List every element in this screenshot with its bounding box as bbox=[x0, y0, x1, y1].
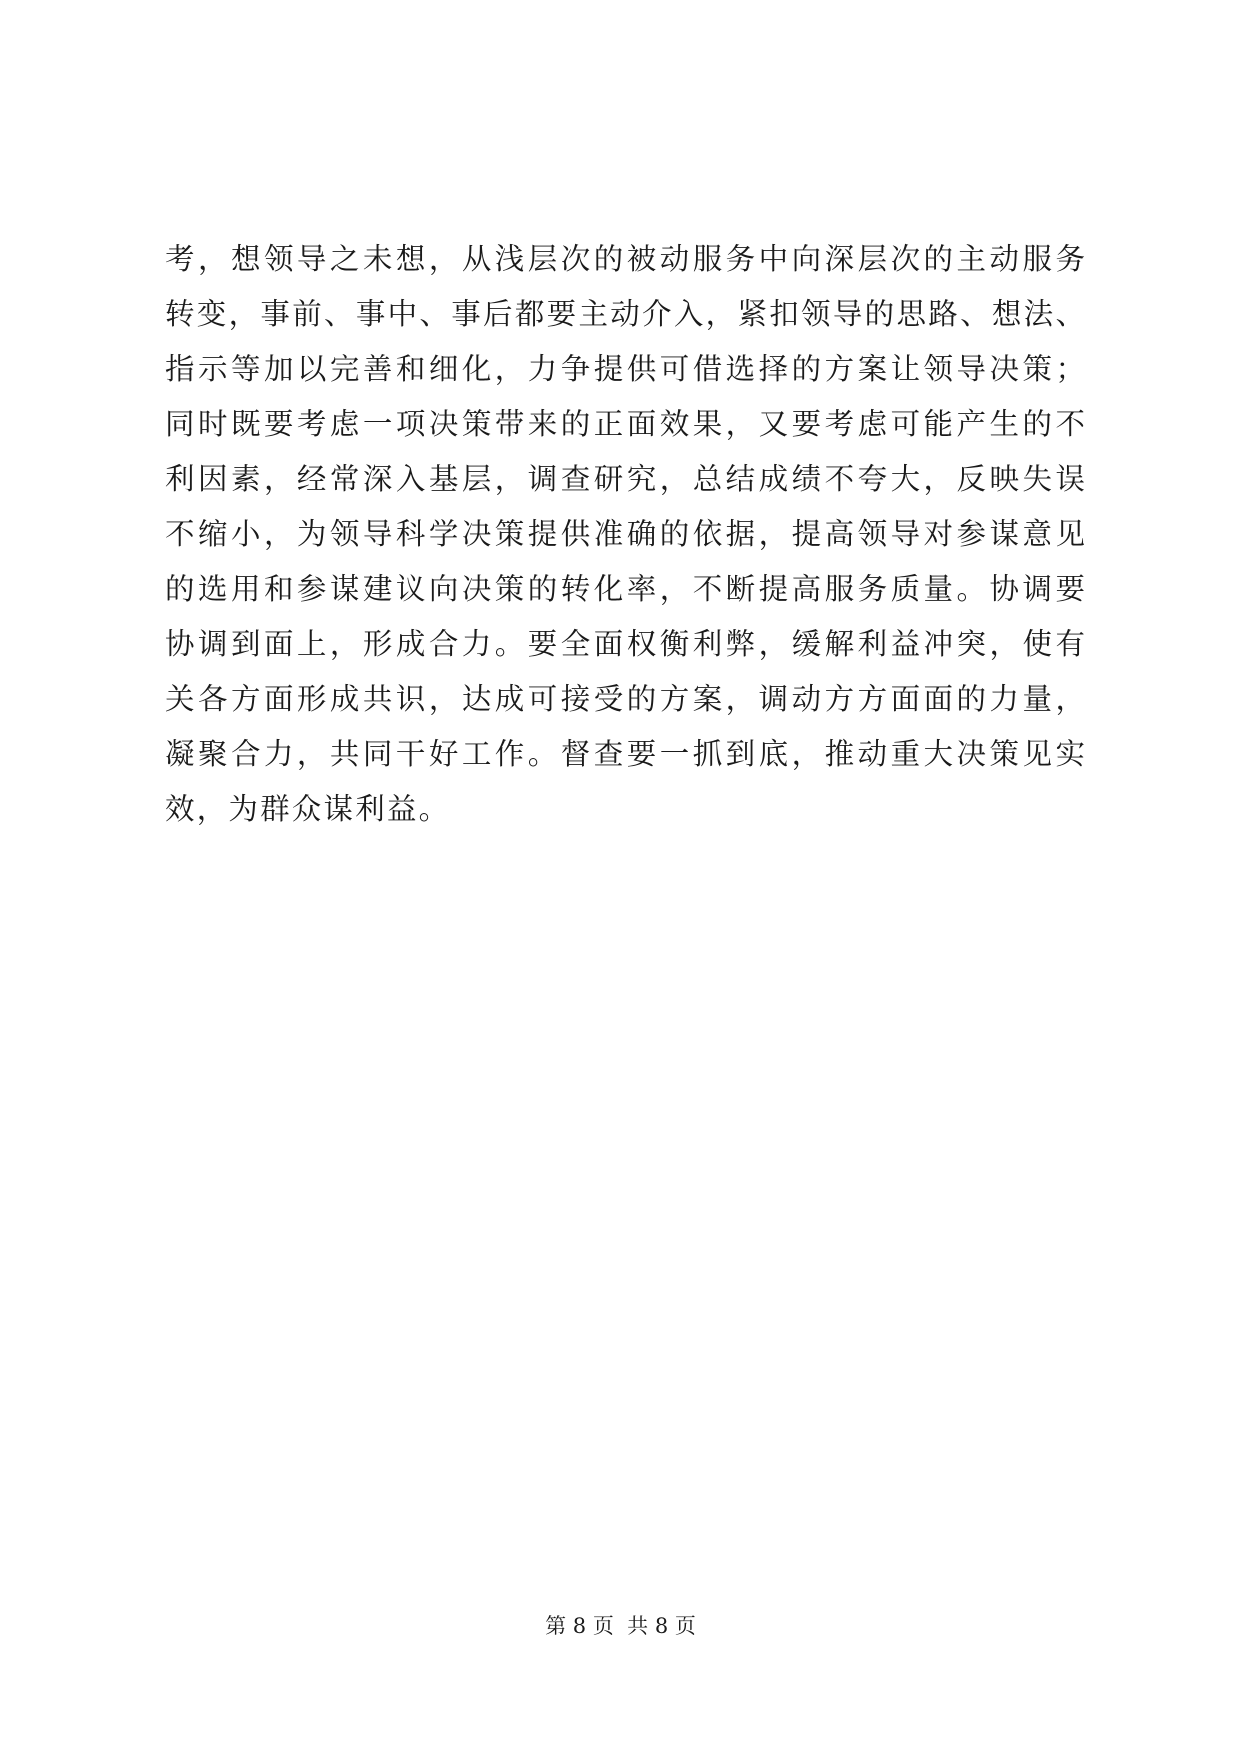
page-number-footer: 第 8 页 共 8 页 bbox=[545, 1614, 696, 1638]
text-line: 关各方面形成共识，达成可接受的方案，调动方方面面的力量， bbox=[165, 682, 1085, 716]
text-line: 同时既要考虑一项决策带来的正面效果，又要考虑可能产生的不 bbox=[165, 407, 1085, 441]
text-line: 协调到面上，形成合力。要全面权衡利弊，缓解利益冲突，使有 bbox=[165, 627, 1085, 661]
text-line: 指示等加以完善和细化，力争提供可借选择的方案让领导决策； bbox=[165, 352, 1085, 386]
text-line: 转变，事前、事中、事后都要主动介入，紧扣领导的思路、想法、 bbox=[165, 297, 1085, 331]
text-line: 的选用和参谋建议向决策的转化率，不断提高服务质量。协调要 bbox=[165, 572, 1085, 606]
text-line: 不缩小，为领导科学决策提供准确的依据，提高领导对参谋意见 bbox=[165, 517, 1085, 551]
text-line: 凝聚合力，共同干好工作。督查要一抓到底，推动重大决策见实 bbox=[165, 737, 1085, 771]
text-line: 利因素，经常深入基层，调查研究，总结成绩不夸大，反映失误 bbox=[165, 462, 1085, 496]
text-line: 考，想领导之未想，从浅层次的被动服务中向深层次的主动服务 bbox=[165, 242, 1085, 276]
text-line: 效，为群众谋利益。 bbox=[165, 792, 451, 826]
body-paragraph bbox=[165, 232, 1085, 837]
